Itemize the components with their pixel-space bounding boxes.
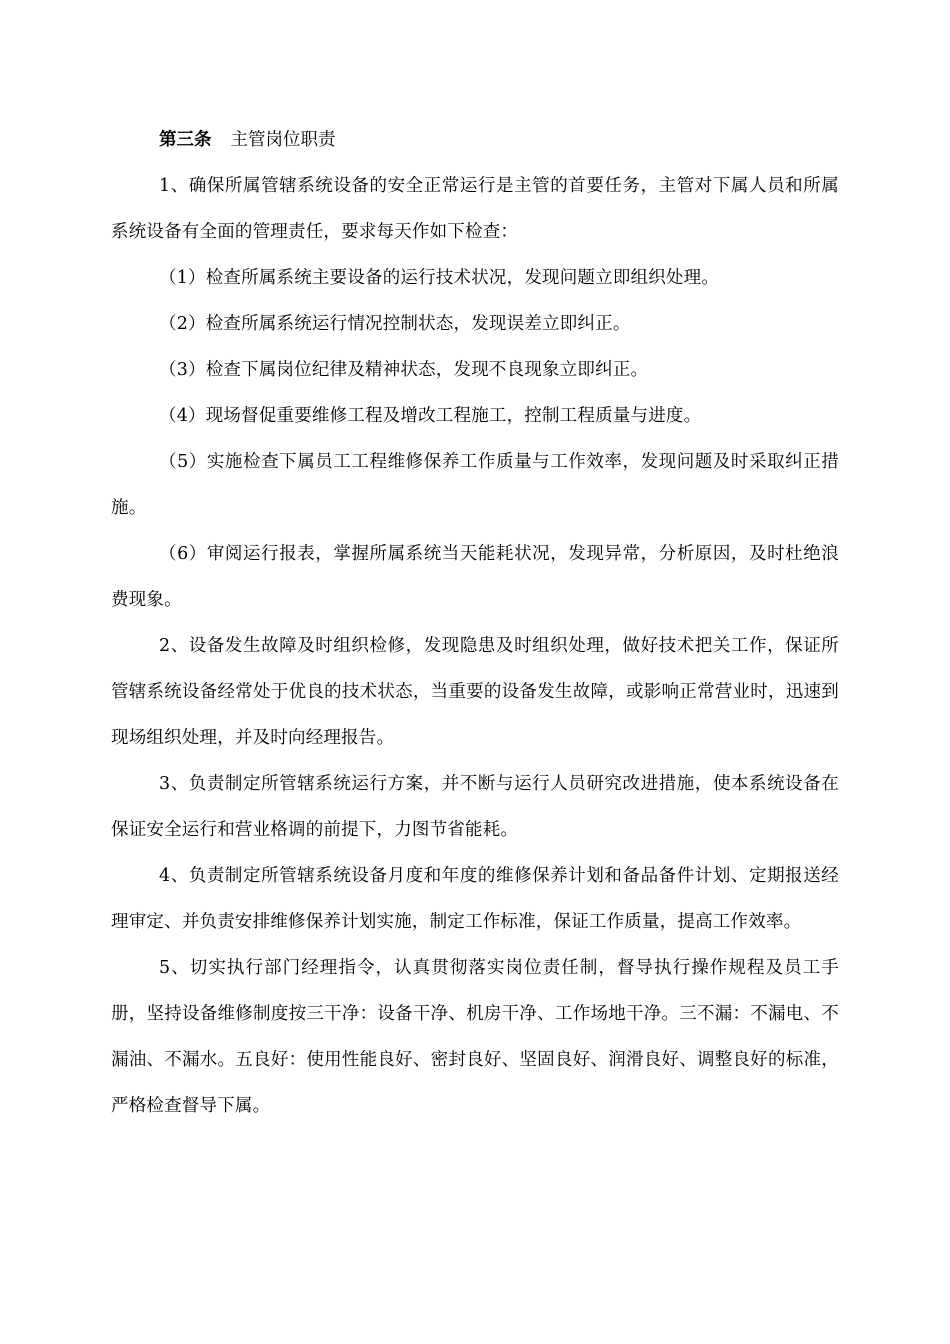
- check-item-3: （3）检查下属岗位纪律及精神状态，发现不良现象立即纠正。: [159, 360, 649, 380]
- check-item-2: （2）检查所属系统运行情况控制状态，发现误差立即纠正。: [159, 314, 631, 334]
- check-item-6: （6）审阅运行报表，掌握所属系统当天能耗状况，发现异常，分析原因，及时杜绝浪费现象。: [111, 544, 839, 610]
- article-heading: [111, 117, 839, 163]
- check-item-1: （1）检查所属系统主要设备的运行技术状况，发现问题立即组织处理。: [159, 268, 720, 288]
- document-body: [111, 117, 839, 1129]
- article-number: 第三条: [159, 130, 212, 150]
- article-title: 主管岗位职责: [230, 130, 336, 150]
- paragraph-5: 5、切实执行部门经理指令，认真贯彻落实岗位责任制，督导执行操作规程及员工手册，坚持设备维修制度按三干净：设备干净、机房干净、工作场地干净。三不漏：不漏电、不漏油、不漏水。五良好：使用性能良好、密封良好、坚固良好、润滑良好、调整良好的标准，严格检查督导下属。: [111, 958, 839, 1116]
- check-item-5: （5）实施检查下属员工工程维修保养工作质量与工作效率，发现问题及时采取纠正措施。: [111, 452, 839, 518]
- paragraph-1: 1、确保所属管辖系统设备的安全正常运行是主管的首要任务，主管对下属人员和所属系统设备有全面的管理责任，要求每天作如下检查：: [111, 176, 839, 242]
- paragraph-3: 3、负责制定所管辖系统运行方案，并不断与运行人员研究改进措施，使本系统设备在保证安全运行和营业格调的前提下，力图节省能耗。: [111, 774, 839, 840]
- check-item-4: （4）现场督促重要维修工程及增改工程施工，控制工程质量与进度。: [159, 406, 702, 426]
- paragraph-4: 4、负责制定所管辖系统设备月度和年度的维修保养计划和备品备件计划、定期报送经理审定、并负责安排维修保养计划实施，制定工作标准，保证工作质量，提高工作效率。: [111, 866, 839, 932]
- paragraph-2: 2、设备发生故障及时组织检修，发现隐患及时组织处理，做好技术把关工作，保证所管辖系统设备经常处于优良的技术状态，当重要的设备发生故障，或影响正常营业时，迅速到现场组织处理，并及时向经理报告。: [111, 636, 839, 748]
